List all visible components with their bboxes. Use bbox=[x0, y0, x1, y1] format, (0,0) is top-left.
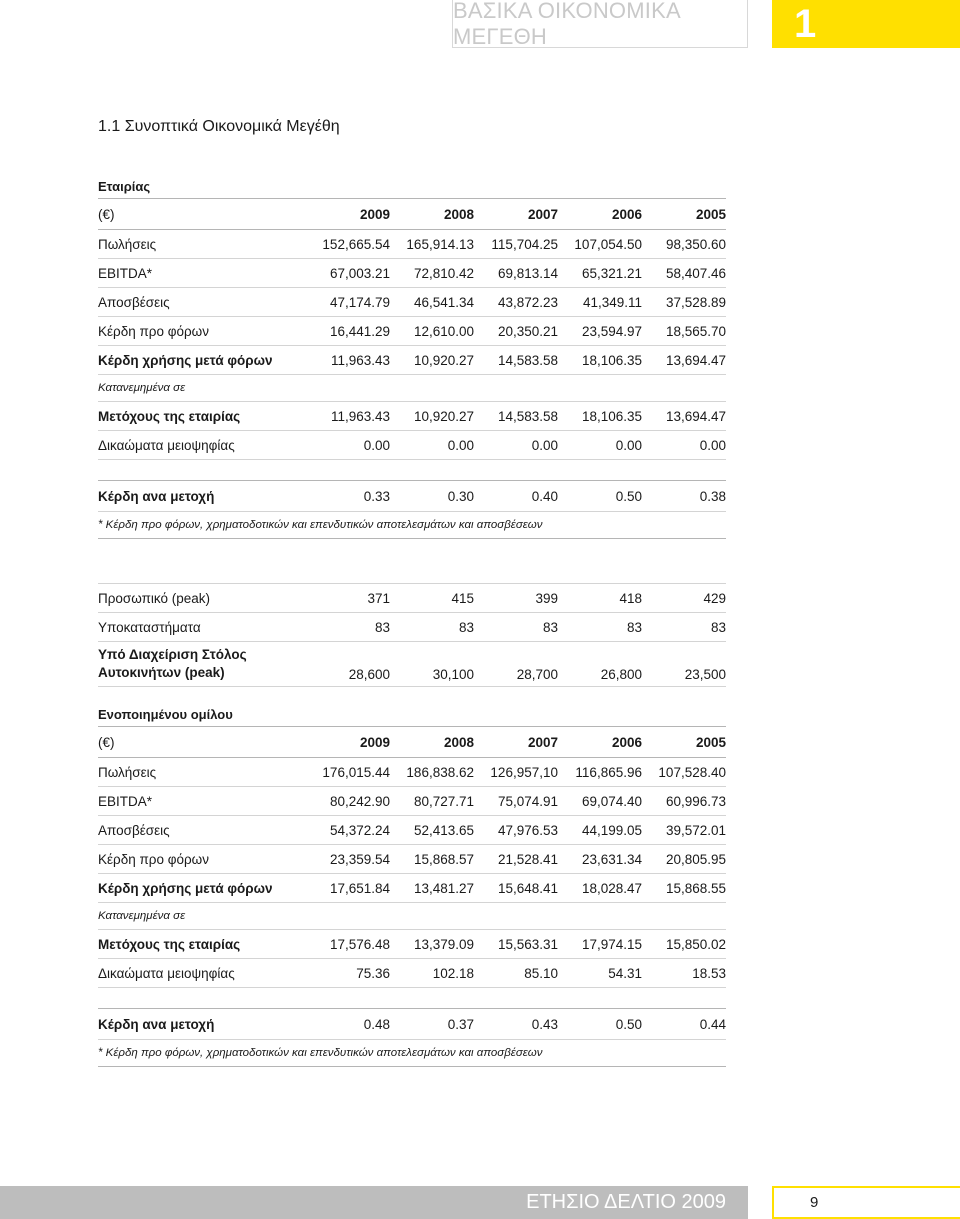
cell-value: 126,957,10 bbox=[474, 758, 558, 787]
cell-value: 18.53 bbox=[642, 959, 726, 988]
row-label: Πωλήσεις bbox=[98, 758, 306, 787]
cell-value bbox=[390, 903, 474, 930]
table-row bbox=[98, 431, 726, 460]
cell-value: 0.00 bbox=[642, 431, 726, 460]
cell-value: 83 bbox=[642, 613, 726, 642]
row-label bbox=[98, 988, 306, 1009]
cell-value: 0.00 bbox=[558, 431, 642, 460]
cell-value bbox=[474, 460, 558, 481]
cell-value: 2007 bbox=[474, 727, 558, 758]
eps-row bbox=[98, 1009, 726, 1040]
row-label: Κατανεμημένα σε bbox=[98, 903, 306, 930]
cell-value: 12,610.00 bbox=[390, 317, 474, 346]
cell-value: 46,541.34 bbox=[390, 288, 474, 317]
cell-value: 26,800 bbox=[558, 642, 642, 687]
cell-value: 0.37 bbox=[390, 1009, 474, 1040]
cell-value: 115,704.25 bbox=[474, 230, 558, 259]
cell-value bbox=[474, 375, 558, 402]
cell-value: 13,694.47 bbox=[642, 402, 726, 431]
table-row bbox=[98, 758, 726, 787]
cell-value: 11,963.43 bbox=[306, 402, 390, 431]
row-label: Υποκαταστήματα bbox=[98, 613, 306, 642]
row-label: Κέρδη χρήσης μετά φόρων bbox=[98, 874, 306, 903]
row-label: EBITDA* bbox=[98, 787, 306, 816]
cell-value bbox=[474, 988, 558, 1009]
cell-value: 17,576.48 bbox=[306, 930, 390, 959]
cell-value: 0.00 bbox=[306, 431, 390, 460]
cell-value: 47,976.53 bbox=[474, 816, 558, 845]
header-row bbox=[98, 199, 726, 230]
cell-value: 28,700 bbox=[474, 642, 558, 687]
row-label: Κέρδη χρήσης μετά φόρων bbox=[98, 346, 306, 375]
cell-value: 30,100 bbox=[390, 642, 474, 687]
fleet-label-line2: Αυτοκινήτων (peak) bbox=[98, 665, 225, 680]
cell-value: 15,648.41 bbox=[474, 874, 558, 903]
cell-value bbox=[474, 539, 558, 584]
table-row bbox=[98, 259, 726, 288]
cell-value: 0.00 bbox=[390, 431, 474, 460]
cell-value: 10,920.27 bbox=[390, 346, 474, 375]
fleet-row bbox=[98, 642, 726, 687]
footnote-row bbox=[98, 512, 726, 539]
cell-value: 116,865.96 bbox=[558, 758, 642, 787]
section-header: ΒΑΣΙΚΑ ΟΙΚΟΝΟΜΙΚΑ ΜΕΓΕΘΗ bbox=[452, 0, 748, 48]
table-row bbox=[98, 816, 726, 845]
row-label: Κέρδη ανα μετοχή bbox=[98, 481, 306, 512]
cell-value: 371 bbox=[306, 584, 390, 613]
table-row bbox=[98, 584, 726, 613]
cell-value: 165,914.13 bbox=[390, 230, 474, 259]
cell-value bbox=[558, 460, 642, 481]
cell-value bbox=[558, 903, 642, 930]
cell-value: 107,054.50 bbox=[558, 230, 642, 259]
cell-value: 37,528.89 bbox=[642, 288, 726, 317]
cell-value bbox=[642, 903, 726, 930]
page-number: 9 bbox=[772, 1186, 960, 1219]
cell-value: 15,563.31 bbox=[474, 930, 558, 959]
row-label: Μετόχους της εταιρίας bbox=[98, 402, 306, 431]
eps-row bbox=[98, 481, 726, 512]
cell-value: 2006 bbox=[558, 727, 642, 758]
allocated-caption bbox=[98, 903, 726, 930]
cell-value: 44,199.05 bbox=[558, 816, 642, 845]
cell-value bbox=[558, 539, 642, 584]
cell-value: 75,074.91 bbox=[474, 787, 558, 816]
cell-value: 13,379.09 bbox=[390, 930, 474, 959]
cell-value bbox=[306, 903, 390, 930]
cell-value: 18,106.35 bbox=[558, 346, 642, 375]
table-row bbox=[98, 930, 726, 959]
group-label: Ενοποιημένου ομίλου bbox=[98, 707, 233, 722]
cell-value: 2008 bbox=[390, 727, 474, 758]
cell-value bbox=[390, 539, 474, 584]
cell-value: 23,594.97 bbox=[558, 317, 642, 346]
table-row bbox=[98, 874, 726, 903]
cell-value: 17,651.84 bbox=[306, 874, 390, 903]
cell-value: 85.10 bbox=[474, 959, 558, 988]
row-label: * Κέρδη προ φόρων, χρηματοδοτικών και επενδυτικών αποτελεσμάτων και αποσβέσεων bbox=[98, 1040, 726, 1067]
cell-value: 418 bbox=[558, 584, 642, 613]
cell-value: 15,868.55 bbox=[642, 874, 726, 903]
cell-value: 0.30 bbox=[390, 481, 474, 512]
cell-value: 69,074.40 bbox=[558, 787, 642, 816]
cell-value bbox=[306, 539, 390, 584]
cell-value bbox=[390, 375, 474, 402]
cell-value: 18,565.70 bbox=[642, 317, 726, 346]
cell-value: 67,003.21 bbox=[306, 259, 390, 288]
cell-value: 16,441.29 bbox=[306, 317, 390, 346]
table-row bbox=[98, 346, 726, 375]
cell-value bbox=[306, 460, 390, 481]
cell-value: 98,350.60 bbox=[642, 230, 726, 259]
table-row bbox=[98, 317, 726, 346]
cell-value bbox=[474, 903, 558, 930]
table-row bbox=[98, 402, 726, 431]
cell-value: 15,868.57 bbox=[390, 845, 474, 874]
cell-value: 69,813.14 bbox=[474, 259, 558, 288]
table-row bbox=[98, 613, 726, 642]
row-label: (€) bbox=[98, 727, 306, 758]
row-label bbox=[98, 539, 306, 584]
spacer-row bbox=[98, 988, 726, 1009]
cell-value: 65,321.21 bbox=[558, 259, 642, 288]
row-label: Αποσβέσεις bbox=[98, 816, 306, 845]
cell-value: 152,665.54 bbox=[306, 230, 390, 259]
table-row bbox=[98, 288, 726, 317]
cell-value bbox=[390, 460, 474, 481]
cell-value: 0.44 bbox=[642, 1009, 726, 1040]
cell-value: 80,242.90 bbox=[306, 787, 390, 816]
cell-value: 0.38 bbox=[642, 481, 726, 512]
cell-value: 10,920.27 bbox=[390, 402, 474, 431]
report-title: ΕΤΗΣΙΟ ΔΕΛΤΙΟ 2009 bbox=[526, 1191, 726, 1213]
cell-value: 23,631.34 bbox=[558, 845, 642, 874]
cell-value: 13,481.27 bbox=[390, 874, 474, 903]
cell-value: 18,028.47 bbox=[558, 874, 642, 903]
cell-value bbox=[390, 988, 474, 1009]
cell-value: 0.40 bbox=[474, 481, 558, 512]
table-row bbox=[98, 845, 726, 874]
row-label: Δικαώματα μειοψηφίας bbox=[98, 431, 306, 460]
row-label: Πωλήσεις bbox=[98, 230, 306, 259]
cell-value: 23,500 bbox=[642, 642, 726, 687]
cell-value: 28,600 bbox=[306, 642, 390, 687]
cell-value: 17,974.15 bbox=[558, 930, 642, 959]
cell-value: 13,694.47 bbox=[642, 346, 726, 375]
cell-value: 41,349.11 bbox=[558, 288, 642, 317]
company-table bbox=[98, 198, 726, 687]
cell-value: 102.18 bbox=[390, 959, 474, 988]
spacer-row bbox=[98, 460, 726, 481]
cell-value: 52,413.65 bbox=[390, 816, 474, 845]
group-figures bbox=[98, 704, 726, 1067]
row-label: Κέρδη προ φόρων bbox=[98, 845, 306, 874]
spacer-row bbox=[98, 539, 726, 584]
cell-value: 21,528.41 bbox=[474, 845, 558, 874]
cell-value: 399 bbox=[474, 584, 558, 613]
cell-value: 23,359.54 bbox=[306, 845, 390, 874]
cell-value: 18,106.35 bbox=[558, 402, 642, 431]
cell-value: 75.36 bbox=[306, 959, 390, 988]
cell-value: 39,572.01 bbox=[642, 816, 726, 845]
cell-value: 80,727.71 bbox=[390, 787, 474, 816]
cell-value: 83 bbox=[306, 613, 390, 642]
cell-value: 2005 bbox=[642, 199, 726, 230]
fleet-label-line1: Υπό Διαχείριση Στόλος bbox=[98, 647, 247, 662]
group-table bbox=[98, 726, 726, 1067]
cell-value: 14,583.58 bbox=[474, 346, 558, 375]
cell-value: 11,963.43 bbox=[306, 346, 390, 375]
company-figures bbox=[98, 176, 726, 687]
cell-value bbox=[558, 988, 642, 1009]
row-label: Μετόχους της εταιρίας bbox=[98, 930, 306, 959]
cell-value: 20,805.95 bbox=[642, 845, 726, 874]
cell-value: 20,350.21 bbox=[474, 317, 558, 346]
row-label: EBITDA* bbox=[98, 259, 306, 288]
table-row bbox=[98, 230, 726, 259]
chapter-number: 1 bbox=[772, 0, 960, 48]
table-row bbox=[98, 787, 726, 816]
cell-value: 2009 bbox=[306, 727, 390, 758]
cell-value: 0.00 bbox=[474, 431, 558, 460]
cell-value bbox=[306, 375, 390, 402]
cell-value: 83 bbox=[390, 613, 474, 642]
row-label: Κέρδη προ φόρων bbox=[98, 317, 306, 346]
cell-value: 2007 bbox=[474, 199, 558, 230]
allocated-caption bbox=[98, 375, 726, 402]
cell-value: 2006 bbox=[558, 199, 642, 230]
footnote-row bbox=[98, 1040, 726, 1067]
row-label: Δικαώματα μειοψηφίας bbox=[98, 959, 306, 988]
cell-value bbox=[642, 988, 726, 1009]
cell-value: 0.50 bbox=[558, 481, 642, 512]
cell-value: 176,015.44 bbox=[306, 758, 390, 787]
cell-value bbox=[642, 460, 726, 481]
page-title: 1.1 Συνοπτικά Οικονομικά Μεγέθη bbox=[98, 118, 340, 135]
cell-value: 54,372.24 bbox=[306, 816, 390, 845]
row-label: Προσωπικό (peak) bbox=[98, 584, 306, 613]
cell-value bbox=[642, 539, 726, 584]
row-label: Κατανεμημένα σε bbox=[98, 375, 306, 402]
row-label: * Κέρδη προ φόρων, χρηματοδοτικών και επενδυτικών αποτελεσμάτων και αποσβέσεων bbox=[98, 512, 726, 539]
cell-value: 186,838.62 bbox=[390, 758, 474, 787]
cell-value bbox=[306, 988, 390, 1009]
table-row bbox=[98, 959, 726, 988]
cell-value: 47,174.79 bbox=[306, 288, 390, 317]
cell-value: 0.50 bbox=[558, 1009, 642, 1040]
cell-value: 415 bbox=[390, 584, 474, 613]
cell-value: 0.43 bbox=[474, 1009, 558, 1040]
cell-value: 0.33 bbox=[306, 481, 390, 512]
cell-value bbox=[642, 375, 726, 402]
cell-value: 58,407.46 bbox=[642, 259, 726, 288]
row-label bbox=[98, 460, 306, 481]
row-label bbox=[98, 642, 306, 687]
row-label: Κέρδη ανα μετοχή bbox=[98, 1009, 306, 1040]
cell-value: 54.31 bbox=[558, 959, 642, 988]
cell-value: 83 bbox=[558, 613, 642, 642]
row-label: (€) bbox=[98, 199, 306, 230]
cell-value: 107,528.40 bbox=[642, 758, 726, 787]
cell-value: 429 bbox=[642, 584, 726, 613]
company-label: Εταιρίας bbox=[98, 179, 151, 194]
cell-value: 0.48 bbox=[306, 1009, 390, 1040]
header-row bbox=[98, 727, 726, 758]
cell-value: 2005 bbox=[642, 727, 726, 758]
cell-value: 2008 bbox=[390, 199, 474, 230]
cell-value: 43,872.23 bbox=[474, 288, 558, 317]
row-label: Αποσβέσεις bbox=[98, 288, 306, 317]
cell-value: 83 bbox=[474, 613, 558, 642]
cell-value: 60,996.73 bbox=[642, 787, 726, 816]
cell-value bbox=[558, 375, 642, 402]
cell-value: 14,583.58 bbox=[474, 402, 558, 431]
cell-value: 15,850.02 bbox=[642, 930, 726, 959]
cell-value: 2009 bbox=[306, 199, 390, 230]
cell-value: 72,810.42 bbox=[390, 259, 474, 288]
